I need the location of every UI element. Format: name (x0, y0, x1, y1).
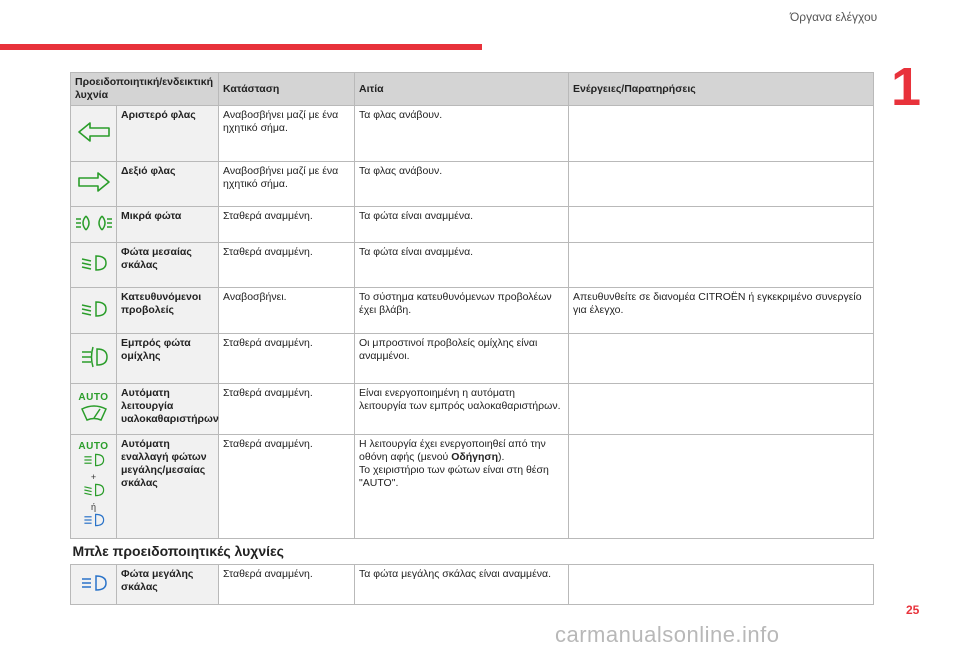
auto-label: AUTO (78, 391, 109, 403)
lamp-actions (569, 334, 874, 384)
column-header-status: Κατάσταση (219, 73, 355, 106)
cause-menu-name: Οδήγηση (451, 451, 499, 463)
lamp-cause: Τα φώτα είναι αναμμένα. (355, 207, 569, 243)
lamp-actions (569, 106, 874, 162)
cause-text-2: Το χειριστήριο των φώτων είναι στη θέση "AUTO". (359, 464, 549, 489)
table-row (71, 162, 874, 207)
or-label: ή (90, 502, 96, 512)
column-header-cause: Αιτία (355, 73, 569, 106)
lamp-actions (569, 384, 874, 435)
lamp-actions (569, 565, 874, 605)
lamp-name: Δεξιό φλας (117, 162, 219, 207)
main-beam-icon (71, 565, 117, 605)
auto-beam-switching-icon (71, 435, 117, 539)
watermark: carmanualsonline.info (555, 622, 780, 647)
table-row (71, 384, 874, 435)
lamp-status: Σταθερά αναμμένη. (219, 243, 355, 288)
lamp-cause: Είναι ενεργοποιημένη η αυτόματη λειτουργία των εμπρός υαλοκαθαριστήρων. (355, 384, 569, 435)
chapter-number: 1 (891, 57, 922, 117)
page-number: 25 (906, 603, 920, 617)
lamp-name: Φώτα μεγάλης σκάλας (117, 565, 219, 605)
lamp-status: Σταθερά αναμμένη. (219, 384, 355, 435)
lamp-status: Αναβοσβήνει. (219, 288, 355, 334)
lamp-actions (569, 207, 874, 243)
lamp-cause: Τα φώτα μεγάλης σκάλας είναι αναμμένα. (355, 565, 569, 605)
table-row (71, 334, 874, 384)
right-indicator-icon (71, 162, 117, 207)
lamp-status: Σταθερά αναμμένη. (219, 334, 355, 384)
auto-wipers-icon (71, 384, 117, 435)
lamp-actions (569, 435, 874, 539)
blue-section-title: Μπλε προειδοποιητικές λυχνίες (71, 539, 874, 565)
lamp-actions: Απευθυνθείτε σε διανομέα CITROËN ή εγκεκριμένο συνεργείο για έλεγχο. (569, 288, 874, 334)
column-header-lamp: Προειδοποιητική/ενδεικτική λυχνία (71, 73, 219, 106)
lamp-cause: Τα φλας ανάβουν. (355, 162, 569, 207)
front-fog-lamps-icon (71, 334, 117, 384)
table-row (71, 435, 874, 539)
lamp-cause: Τα φλας ανάβουν. (355, 106, 569, 162)
lamp-name: Αυτόματη εναλλαγή φώτων μεγάλης/μεσαίας σκάλας (117, 435, 219, 539)
lamp-name: Αριστερό φλας (117, 106, 219, 162)
table-row (71, 106, 874, 162)
lamp-status: Αναβοσβήνει μαζί με ένα ηχητικό σήμα. (219, 106, 355, 162)
left-indicator-icon (71, 106, 117, 162)
column-header-actions: Ενέργειες/Παρατηρήσεις (569, 73, 874, 106)
table-row (71, 565, 874, 605)
table-row (71, 288, 874, 334)
lamp-actions (569, 162, 874, 207)
lamp-cause: Τα φώτα είναι αναμμένα. (355, 243, 569, 288)
lamp-name: Εμπρός φώτα ομίχλης (117, 334, 219, 384)
auto-label: AUTO (78, 441, 109, 452)
side-lights-icon (71, 207, 117, 243)
plus-label: + (90, 472, 97, 482)
lamp-name: Κατευθυνόμενοι προβολείς (117, 288, 219, 334)
lamp-status: Σταθερά αναμμένη. (219, 207, 355, 243)
lamp-actions (569, 243, 874, 288)
lamp-cause: Οι μπροστινοί προβολείς ομίχλης είναι αναμμένοι. (355, 334, 569, 384)
lamp-cause: Το σύστημα κατευθυνόμενων προβολέων έχει βλάβη. (355, 288, 569, 334)
header-accent-bar (0, 44, 482, 50)
table-row (71, 243, 874, 288)
lamp-cause (355, 435, 569, 539)
warning-lamps-table (70, 72, 874, 605)
lamp-status: Σταθερά αναμμένη. (219, 435, 355, 539)
dipped-beam-icon (71, 243, 117, 288)
directional-headlamps-icon (71, 288, 117, 334)
cause-text: Η λειτουργία έχει ενεργοποιηθεί από την οθόνη αφής (μενού (359, 438, 546, 463)
table-row (71, 207, 874, 243)
lamp-status: Αναβοσβήνει μαζί με ένα ηχητικό σήμα. (219, 162, 355, 207)
lamp-name: Αυτόματη λειτουργία υαλοκαθαριστήρων (117, 384, 219, 435)
lamp-name: Μικρά φώτα (117, 207, 219, 243)
table-header-row (71, 73, 874, 106)
lamp-name: Φώτα μεσαίας σκάλας (117, 243, 219, 288)
blue-section-header (71, 539, 874, 565)
cause-text-end: ). (498, 451, 505, 463)
section-title: Όργανα ελέγχου (790, 10, 878, 24)
lamp-status: Σταθερά αναμμένη. (219, 565, 355, 605)
